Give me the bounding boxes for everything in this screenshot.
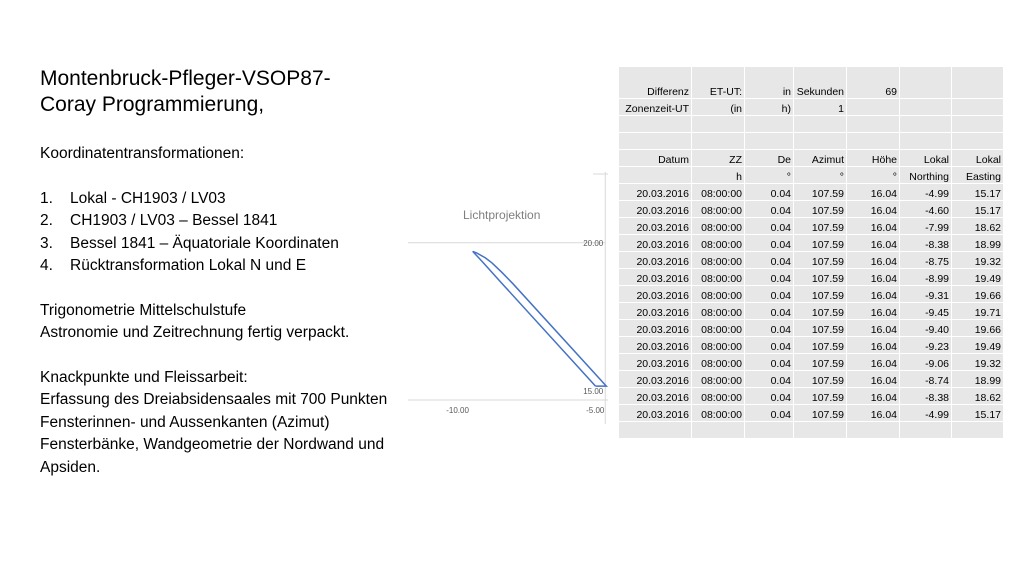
table-cell	[794, 422, 847, 439]
table-cell: 16.04	[847, 337, 900, 354]
table-cell: °	[745, 167, 794, 184]
table-cell: 16.04	[847, 388, 900, 405]
table-cell	[692, 116, 745, 133]
table-cell: Datum	[619, 150, 692, 167]
table-cell: Lokal	[900, 150, 952, 167]
table-cell: 08:00:00	[692, 371, 745, 388]
table-cell: -9.45	[900, 303, 952, 320]
chart-title: Lichtprojektion	[463, 208, 541, 222]
table-cell: 16.04	[847, 405, 900, 422]
table-cell: 0.04	[745, 405, 794, 422]
table-cell: 19.49	[952, 337, 1004, 354]
table-cell	[619, 167, 692, 184]
table-cell: in	[745, 67, 794, 99]
table-row	[619, 422, 1004, 439]
table-cell: 19.71	[952, 303, 1004, 320]
table-cell: 20.03.2016	[619, 388, 692, 405]
table-row	[619, 388, 1004, 405]
table-cell	[847, 99, 900, 116]
table-cell: -8.38	[900, 235, 952, 252]
table-row	[619, 67, 1004, 99]
table-cell: 18.62	[952, 388, 1004, 405]
table-cell: Differenz	[619, 67, 692, 99]
table-cell: 08:00:00	[692, 235, 745, 252]
slide-title: Montenbruck-Pfleger-VSOP87-Coray Programmierung,	[40, 67, 331, 116]
table-cell: h)	[745, 99, 794, 116]
paragraph-line: Knackpunkte und Fleissarbeit:	[40, 368, 248, 386]
table-cell: 08:00:00	[692, 201, 745, 218]
table-cell: -4.99	[900, 405, 952, 422]
table-row	[619, 235, 1004, 252]
table-cell: 08:00:00	[692, 252, 745, 269]
table-cell: °	[794, 167, 847, 184]
table-cell: 16.04	[847, 184, 900, 201]
table-cell: 08:00:00	[692, 337, 745, 354]
table-cell: Lokal	[952, 150, 1004, 167]
y-tick-label: 15.00	[583, 387, 604, 397]
table-row	[619, 150, 1004, 167]
table-cell: 0.04	[745, 218, 794, 235]
table-cell	[847, 116, 900, 133]
table-cell	[692, 133, 745, 150]
table-row	[619, 167, 1004, 184]
table-cell: 08:00:00	[692, 354, 745, 371]
table-row	[619, 303, 1004, 320]
paragraph-line: Fensterbänke, Wandgeometrie der Nordwand und Apsiden.	[40, 436, 385, 476]
paragraph-line: Erfassung des Dreiabsidensaales mit 700 Punkten	[40, 391, 388, 408]
table-cell	[900, 99, 952, 116]
table-row	[619, 354, 1004, 371]
table-cell: 18.62	[952, 218, 1004, 235]
paragraph-line: Trigonometrie Mittelschulstufe	[40, 301, 247, 319]
table-row	[619, 184, 1004, 201]
table-cell: Northing	[900, 167, 952, 184]
table-cell	[952, 422, 1004, 439]
series-line	[473, 251, 607, 386]
table-cell	[847, 422, 900, 439]
table-cell: 18.99	[952, 371, 1004, 388]
table-cell: 69	[847, 67, 900, 99]
paragraph-line: Fensterinnen- und Aussenkanten (Azimut)	[40, 413, 330, 431]
paragraph-line: Astronomie und Zeitrechnung fertig verpackt.	[40, 324, 350, 341]
table-cell: 08:00:00	[692, 303, 745, 320]
table-cell: 20.03.2016	[619, 235, 692, 252]
table-cell	[619, 116, 692, 133]
table-cell: -4.60	[900, 201, 952, 218]
table-cell: 20.03.2016	[619, 320, 692, 337]
table-cell: 19.66	[952, 320, 1004, 337]
table-cell: 0.04	[745, 252, 794, 269]
table-row	[619, 286, 1004, 303]
table-cell: 107.59	[794, 218, 847, 235]
table-cell	[745, 133, 794, 150]
table-cell: 20.03.2016	[619, 269, 692, 286]
table-cell: 20.03.2016	[619, 201, 692, 218]
table-cell: 107.59	[794, 405, 847, 422]
table-cell: 107.59	[794, 371, 847, 388]
table-cell: 08:00:00	[692, 405, 745, 422]
table-cell	[745, 422, 794, 439]
table-cell: 107.59	[794, 286, 847, 303]
table-cell: 16.04	[847, 354, 900, 371]
table-cell: h	[692, 167, 745, 184]
table-cell: 20.03.2016	[619, 337, 692, 354]
table-cell: 107.59	[794, 235, 847, 252]
table-cell	[900, 67, 952, 99]
list-item: 2. CH1903 / LV03 – Bessel 1841	[40, 212, 278, 229]
list-item: 4. Rücktransformation Lokal N und E	[40, 257, 307, 274]
table-row	[619, 133, 1004, 150]
table-cell: 1	[794, 99, 847, 116]
table-cell: 16.04	[847, 269, 900, 286]
table-cell: 0.04	[745, 184, 794, 201]
table-cell: 19.66	[952, 286, 1004, 303]
table-row	[619, 320, 1004, 337]
table-cell: 0.04	[745, 388, 794, 405]
table-cell: 0.04	[745, 269, 794, 286]
table-cell	[619, 422, 692, 439]
table-cell: 107.59	[794, 269, 847, 286]
table-cell	[952, 133, 1004, 150]
table-row	[619, 116, 1004, 133]
table-row	[619, 99, 1004, 116]
table-cell: 20.03.2016	[619, 371, 692, 388]
table-cell: 0.04	[745, 235, 794, 252]
table-cell: 16.04	[847, 371, 900, 388]
table-cell	[952, 67, 1004, 99]
table-cell	[900, 116, 952, 133]
table-cell	[900, 422, 952, 439]
table-cell: -9.31	[900, 286, 952, 303]
table-cell: 18.99	[952, 235, 1004, 252]
list-item: 1. Lokal - CH1903 / LV03	[40, 189, 226, 207]
table-cell: 19.32	[952, 252, 1004, 269]
table-cell: 107.59	[794, 354, 847, 371]
table-cell: 107.59	[794, 337, 847, 354]
table-cell: -4.99	[900, 184, 952, 201]
table-cell	[847, 133, 900, 150]
table-cell: 107.59	[794, 201, 847, 218]
table-cell: 16.04	[847, 218, 900, 235]
table-cell: 0.04	[745, 354, 794, 371]
table-cell: (in	[692, 99, 745, 116]
table-cell: -9.06	[900, 354, 952, 371]
table-cell: °	[847, 167, 900, 184]
table-cell: 15.17	[952, 201, 1004, 218]
table-cell: 107.59	[794, 184, 847, 201]
table-cell	[952, 116, 1004, 133]
light-projection-chart	[408, 172, 608, 424]
table-cell: -8.38	[900, 388, 952, 405]
table-cell	[900, 133, 952, 150]
x-tick-label: -10.00	[446, 406, 469, 415]
table-cell: 08:00:00	[692, 184, 745, 201]
table-row	[619, 218, 1004, 235]
table-cell: 16.04	[847, 286, 900, 303]
table-cell: Zonenzeit-UT	[619, 99, 692, 116]
table-cell: 0.04	[745, 286, 794, 303]
table-cell: 08:00:00	[692, 218, 745, 235]
table-cell: 20.03.2016	[619, 286, 692, 303]
table-cell: 19.32	[952, 354, 1004, 371]
table-row	[619, 269, 1004, 286]
table-cell: 0.04	[745, 303, 794, 320]
x-tick-label: -5.00	[586, 406, 605, 415]
table-cell	[692, 422, 745, 439]
table-cell: -9.23	[900, 337, 952, 354]
list-item: 3. Bessel 1841 – Äquatoriale Koordinaten	[40, 234, 339, 252]
table-cell	[619, 133, 692, 150]
y-tick-label: 20.00	[583, 238, 604, 248]
data-table	[618, 66, 1004, 439]
table-cell: De	[745, 150, 794, 167]
table-row	[619, 371, 1004, 388]
table-cell: 20.03.2016	[619, 218, 692, 235]
table-cell: 0.04	[745, 371, 794, 388]
table-cell: Höhe	[847, 150, 900, 167]
table-cell: 08:00:00	[692, 388, 745, 405]
table-cell: 0.04	[745, 201, 794, 218]
table-cell	[794, 133, 847, 150]
table-cell: 0.04	[745, 320, 794, 337]
table-cell	[794, 116, 847, 133]
table-cell: 08:00:00	[692, 269, 745, 286]
table-cell: -8.99	[900, 269, 952, 286]
table-row	[619, 252, 1004, 269]
table-cell: Sekunden	[794, 67, 847, 99]
table-cell: 20.03.2016	[619, 354, 692, 371]
table-cell: 20.03.2016	[619, 303, 692, 320]
table-cell: 20.03.2016	[619, 405, 692, 422]
table-row	[619, 337, 1004, 354]
table-cell: 107.59	[794, 320, 847, 337]
table-cell: 16.04	[847, 303, 900, 320]
table-cell: 16.04	[847, 320, 900, 337]
table-cell: ET-UT:	[692, 67, 745, 99]
table-cell: 16.04	[847, 252, 900, 269]
table-cell: 19.49	[952, 269, 1004, 286]
table-cell: -9.40	[900, 320, 952, 337]
transformation-list	[40, 188, 410, 278]
table-cell: 15.17	[952, 405, 1004, 422]
table-cell: 08:00:00	[692, 320, 745, 337]
table-cell: 16.04	[847, 235, 900, 252]
table-cell: 08:00:00	[692, 286, 745, 303]
table-cell: -8.74	[900, 371, 952, 388]
table-cell: -7.99	[900, 218, 952, 235]
table-cell: ZZ	[692, 150, 745, 167]
slide-body	[40, 143, 410, 479]
table-cell: Easting	[952, 167, 1004, 184]
table-cell: 0.04	[745, 337, 794, 354]
table-cell: 107.59	[794, 252, 847, 269]
table-row	[619, 405, 1004, 422]
table-cell	[745, 116, 794, 133]
table-cell: Azimut	[794, 150, 847, 167]
table-cell: 107.59	[794, 388, 847, 405]
table-cell: 20.03.2016	[619, 252, 692, 269]
table-cell: 107.59	[794, 303, 847, 320]
table-cell	[952, 99, 1004, 116]
table-cell: 16.04	[847, 201, 900, 218]
table-cell: 15.17	[952, 184, 1004, 201]
table-cell: 20.03.2016	[619, 184, 692, 201]
table-row	[619, 201, 1004, 218]
intro-text: Koordinatentransformationen:	[40, 145, 245, 162]
table-cell: -8.75	[900, 252, 952, 269]
